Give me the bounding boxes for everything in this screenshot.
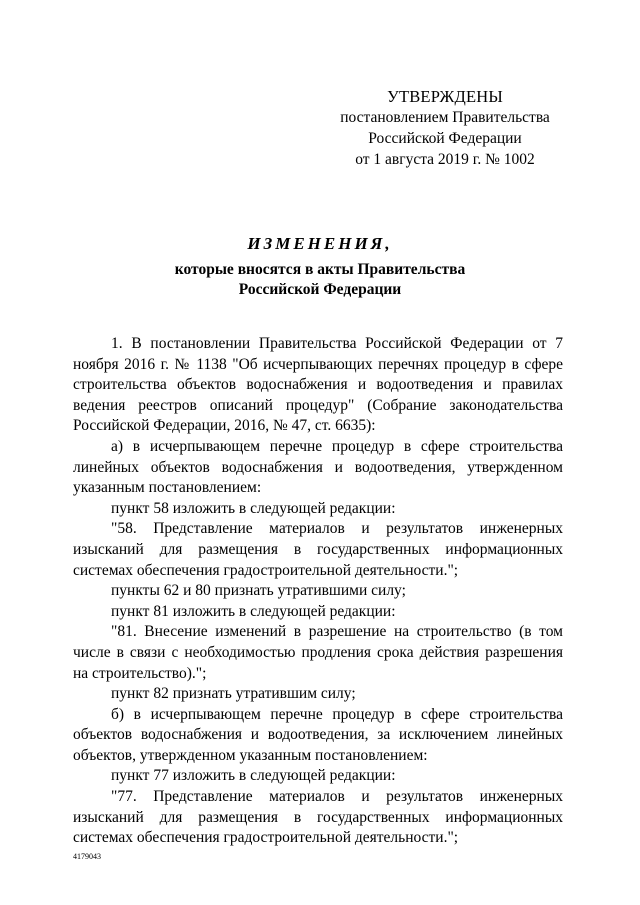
document-number: 4179043	[73, 852, 101, 861]
paragraph-1: 1. В постановлении Правительства Российской Федерации от 7 ноября 2016 г. № 1138 "Об исчерпывающих перечнях процедур в сфере строительства объектов водоснабжения и водоотведения и правилах ведения реестров описаний процедур" (Собрание законодательства Российской Федерации, 2016, № 47, ст. 6635):	[73, 335, 563, 435]
document-subtitle-line-1: которые вносятся в акты Правительства	[174, 261, 466, 278]
paragraph-11: "77. Представление материалов и результатов инженерных изысканий для размещения в государственных информационных системах обеспечения градостроительной деятельности.";	[73, 788, 563, 847]
approved-label: УТВЕРЖДЕНЫ	[387, 87, 503, 106]
paragraph-5: пункты 62 и 80 признать утратившими силу;	[111, 582, 406, 600]
document-body	[73, 334, 563, 849]
paragraph-8: пункт 82 признать утратившим силу;	[111, 685, 356, 703]
approval-date-line: от 1 августа 2019 г. № 1002	[355, 151, 535, 168]
approval-decree-line: постановлением Правительства	[340, 109, 550, 126]
document-subtitle	[60, 260, 580, 300]
document-title: ИЗМЕНЕНИЯ,	[247, 234, 393, 253]
paragraph-4: "58. Представление материалов и результатов инженерных изысканий для размещения в государственных информационных системах обеспечения градостроительной деятельности.";	[73, 520, 563, 579]
document-heading	[60, 232, 580, 300]
approval-government-line: Российской Федерации	[368, 130, 522, 147]
paragraph-7: "81. Внесение изменений в разрешение на строительство (в том числе в связи с необходимостью продления срока действия разрешения на строительство).";	[73, 623, 563, 682]
document-subtitle-line-2: Российской Федерации	[238, 281, 402, 298]
approval-stamp	[330, 86, 560, 170]
paragraph-9: б) в исчерпывающем перечне процедур в сфере строительства объектов водоснабжения и водоотведения, за исключением линейных объектов, утвержденном указанным постановлением:	[73, 705, 563, 764]
paragraph-3: пункт 58 изложить в следующей редакции:	[111, 499, 396, 517]
paragraph-10: пункт 77 изложить в следующей редакции:	[111, 767, 396, 785]
paragraph-2: а) в исчерпывающем перечне процедур в сфере строительства линейных объектов водоснабжения и водоотведения, утвержденном указанным постановлением:	[73, 437, 563, 497]
paragraph-6: пункт 81 изложить в следующей редакции:	[111, 602, 396, 620]
